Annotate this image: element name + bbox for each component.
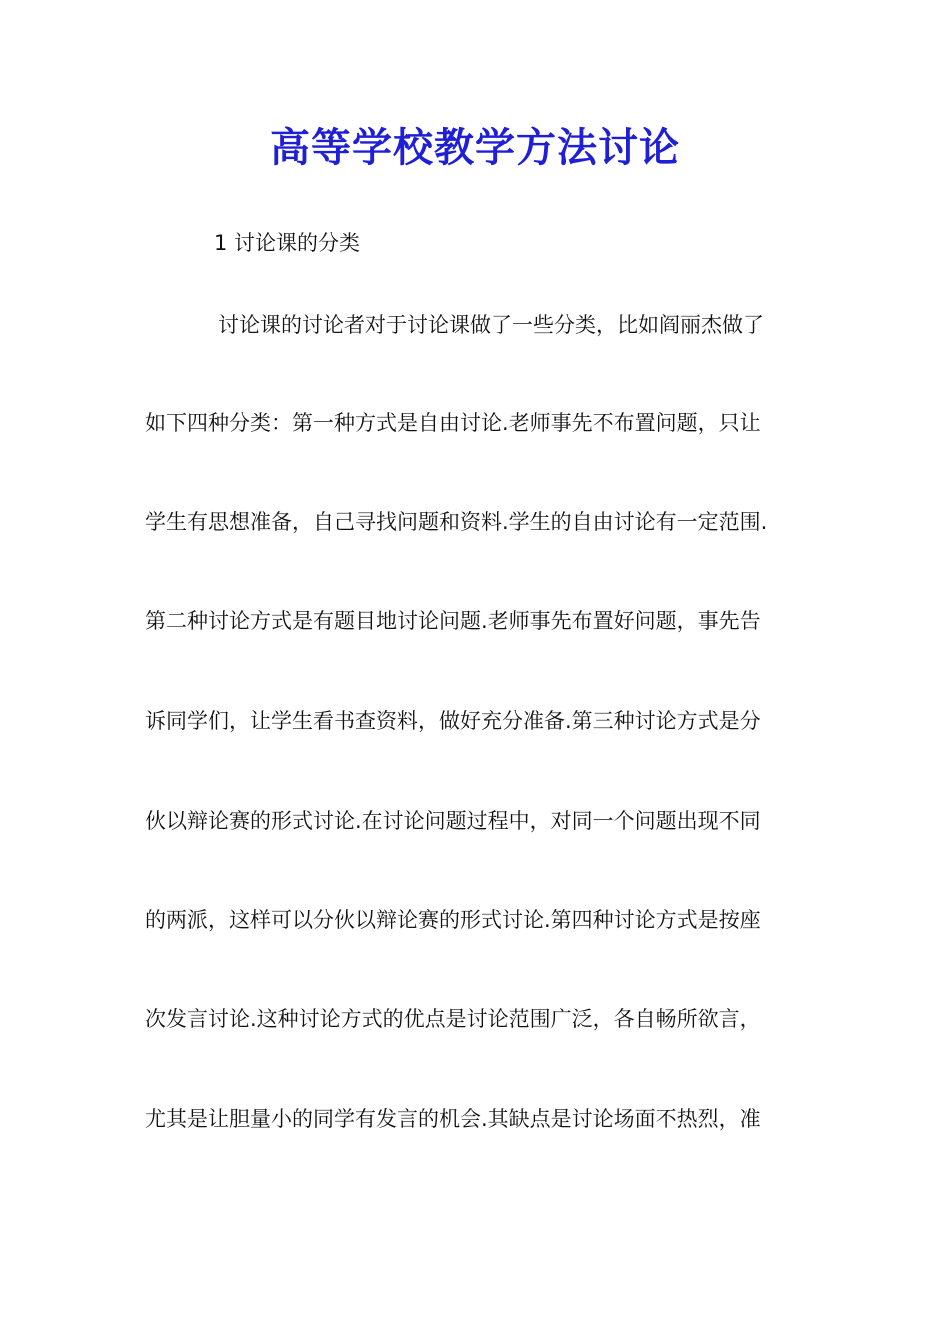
document-title: 高等学校教学方法讨论 [270, 125, 680, 171]
paragraph-line: 的两派，这样可以分伙以辩论赛的形式讨论.第四种讨论方式是按座 [145, 908, 761, 932]
paragraph-line: 学生有思想准备，自己寻找问题和资料.学生的自由讨论有一定范围. [145, 510, 768, 534]
section-heading: 1 讨论课的分类 [214, 231, 361, 255]
paragraph-line: 如下四种分类：第一种方式是自由讨论.老师事先不布置问题，只让 [145, 411, 761, 435]
paragraph-line: 讨论课的讨论者对于讨论课做了一些分类，比如阎丽杰做了 [218, 313, 764, 337]
paragraph-line: 伙以辩论赛的形式讨论.在讨论问题过程中，对同一个问题出现不同 [145, 809, 761, 833]
paragraph-line: 尤其是让胆量小的同学有发言的机会.其缺点是讨论场面不热烈，准 [145, 1107, 761, 1131]
paragraph-line: 次发言讨论.这种讨论方式的优点是讨论范围广泛，各自畅所欲言， [145, 1007, 761, 1031]
paragraph-line: 诉同学们，让学生看书查资料，做好充分准备.第三种讨论方式是分 [145, 709, 761, 733]
paragraph-line: 第二种讨论方式是有题目地讨论问题.老师事先布置好问题，事先告 [145, 609, 761, 633]
